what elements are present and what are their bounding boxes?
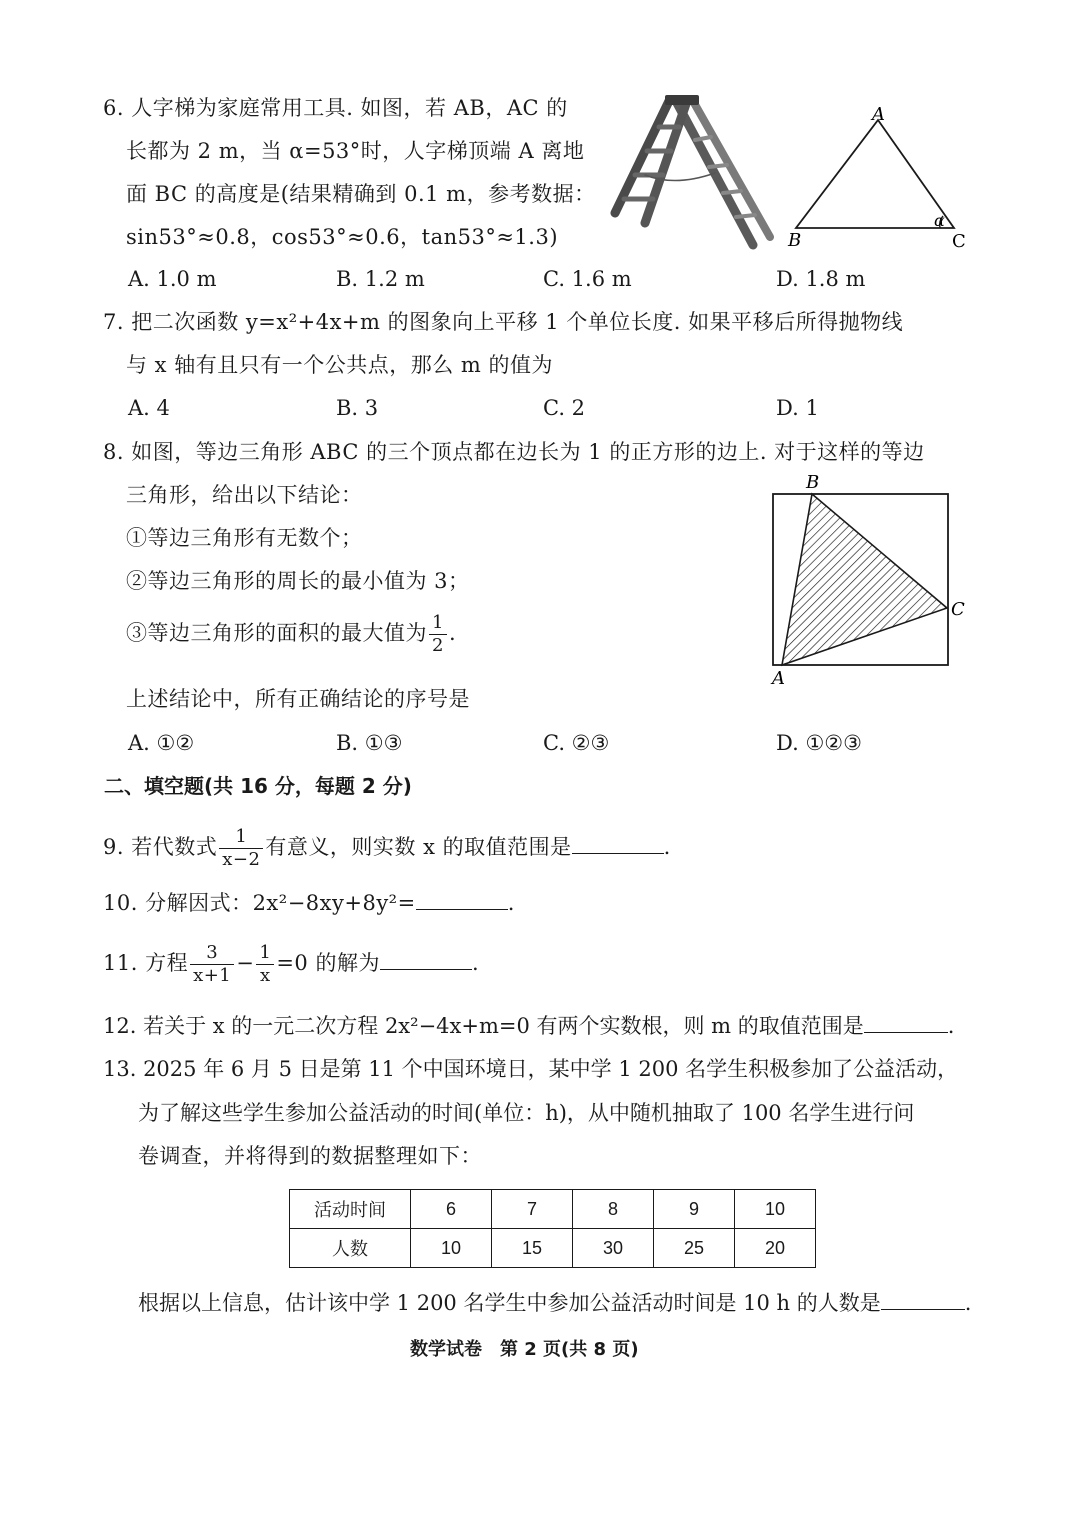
table-cell: 6 <box>411 1190 492 1229</box>
q11-denominator-1: x+1 <box>193 965 232 986</box>
q8-c3-denominator: 2 <box>432 635 444 656</box>
q8-option-c: C. ②③ <box>543 731 610 755</box>
q11-denominator-2: x <box>260 965 271 986</box>
q6-label-alpha: α <box>934 211 945 230</box>
q6-option-b: B. 1.2 m <box>336 267 425 291</box>
q11-fraction-2 <box>256 944 274 985</box>
q11-period: . <box>471 951 480 975</box>
q7-option-d: D. 1 <box>776 396 819 420</box>
q8-c3-fraction <box>429 614 447 655</box>
table-cell: 25 <box>654 1229 735 1268</box>
q6-label-b: B <box>788 230 802 251</box>
table-cell: 8 <box>573 1190 654 1229</box>
ladder-image <box>605 95 780 255</box>
q7-option-b: B. 3 <box>336 396 379 420</box>
q7-option-a: A. 4 <box>128 396 170 420</box>
q8-option-d: D. ①②③ <box>776 731 862 755</box>
q9-denominator: x−2 <box>222 849 261 870</box>
q10-period: . <box>507 891 515 915</box>
table-cell: 20 <box>735 1229 816 1268</box>
table-cell: 10 <box>735 1190 816 1229</box>
q9-numerator: 1 <box>219 828 263 849</box>
q11-fraction-1 <box>190 944 234 985</box>
q6-line2: 长都为 2 m，当 α=53°时，人字梯顶端 A 离地 <box>126 139 585 163</box>
q9 <box>103 828 671 869</box>
q8-option-a: A. ①② <box>128 731 195 755</box>
q7-line2: 与 x 轴有且只有一个公共点，那么 m 的值为 <box>126 353 553 377</box>
q13-question <box>138 1287 971 1318</box>
table-cell: 7 <box>492 1190 573 1229</box>
q8-line2: 三角形，给出以下结论： <box>126 483 363 507</box>
q10-answer-blank[interactable] <box>416 887 508 910</box>
q12-period: . <box>947 1014 955 1038</box>
table-cell: 30 <box>573 1229 654 1268</box>
q8-label-a: A <box>772 668 785 689</box>
q13-answer-blank[interactable] <box>881 1287 965 1310</box>
q8-option-b: B. ①③ <box>336 731 403 755</box>
q8-label-c: C <box>951 599 965 620</box>
q8-c3-numerator: 1 <box>429 614 447 635</box>
q10 <box>103 887 515 918</box>
q6-line3: 面 BC 的高度是(结果精确到 0.1 m，参考数据： <box>126 182 596 206</box>
q13-line2: 为了解这些学生参加公益活动的时间(单位：h)，从中随机抽取了 100 名学生进行问 <box>138 1101 915 1125</box>
q12-answer-blank[interactable] <box>864 1010 948 1033</box>
q7-line1: 7. 把二次函数 y=x²+4x+m 的图象向上平移 1 个单位长度. 如果平移后所得抛物线 <box>103 310 904 334</box>
q8-c3-text: ③等边三角形的面积的最大值为 <box>126 621 427 645</box>
q11 <box>103 944 479 985</box>
q6-label-a: A <box>872 104 885 125</box>
q11-text-pre: 11. 方程 <box>103 951 189 975</box>
table-cell: 10 <box>411 1229 492 1268</box>
q13-line3: 卷调查，并将得到的数据整理如下： <box>138 1144 482 1168</box>
q9-text-pre: 9. 若代数式 <box>103 835 218 859</box>
q12 <box>103 1010 954 1041</box>
q9-answer-blank[interactable] <box>572 831 664 854</box>
q9-fraction <box>219 828 263 869</box>
q11-minus: − <box>236 951 255 975</box>
q8-question: 上述结论中，所有正确结论的序号是 <box>126 687 470 711</box>
table-row <box>290 1229 816 1268</box>
q8-line1: 8. 如图，等边三角形 ABC 的三个顶点都在边长为 1 的正方形的边上. 对于这样的等边 <box>103 440 925 464</box>
table-header-time: 活动时间 <box>290 1190 411 1229</box>
q13-period: . <box>964 1291 972 1315</box>
page-footer: 数学试卷 第 2 页(共 8 页) <box>410 1339 639 1360</box>
table-cell: 9 <box>654 1190 735 1229</box>
q10-text: 10. 分解因式：2x²−8xy+8y²= <box>103 891 416 915</box>
q8-conclusion-1: ①等边三角形有无数个； <box>126 526 363 550</box>
q6-label-c: C <box>952 231 966 252</box>
q12-text: 12. 若关于 x 的一元二次方程 2x²−4x+m=0 有两个实数根，则 m 的取值范围是 <box>103 1014 864 1038</box>
q13-question-text: 根据以上信息，估计该中学 1 200 名学生中参加公益活动时间是 10 h 的人数是 <box>138 1291 881 1315</box>
q8-conclusion-2: ②等边三角形的周长的最小值为 3； <box>126 569 470 593</box>
table-row <box>290 1190 816 1229</box>
q11-text-post: =0 的解为 <box>276 951 380 975</box>
q6-triangle-figure <box>780 100 980 255</box>
q11-numerator-1: 3 <box>190 944 234 965</box>
q6-line1: 6. 人字梯为家庭常用工具. 如图，若 AB，AC 的 <box>103 96 568 120</box>
q6-option-a: A. 1.0 m <box>128 267 217 291</box>
q13-data-table <box>289 1189 816 1268</box>
table-header-count: 人数 <box>290 1229 411 1268</box>
q13-line1: 13. 2025 年 6 月 5 日是第 11 个中国环境日，某中学 1 200 名学生积极参加了公益活动， <box>103 1057 959 1081</box>
q8-square-figure <box>760 470 975 690</box>
q8-conclusion-3 <box>126 614 456 655</box>
q6-line4: sin53°≈0.8，cos53°≈0.6，tan53°≈1.3) <box>126 225 559 249</box>
q9-text-post: 有意义，则实数 x 的取值范围是 <box>265 835 572 859</box>
q7-option-c: C. 2 <box>543 396 586 420</box>
q8-label-b: B <box>806 472 820 493</box>
section-2-heading: 二、填空题(共 16 分，每题 2 分) <box>104 774 412 798</box>
q8-c3-period: . <box>448 621 457 645</box>
q6-option-d: D. 1.8 m <box>776 267 866 291</box>
q9-period: . <box>663 835 671 859</box>
q11-numerator-2: 1 <box>256 944 274 965</box>
q6-option-c: C. 1.6 m <box>543 267 632 291</box>
q11-answer-blank[interactable] <box>380 947 472 970</box>
table-cell: 15 <box>492 1229 573 1268</box>
